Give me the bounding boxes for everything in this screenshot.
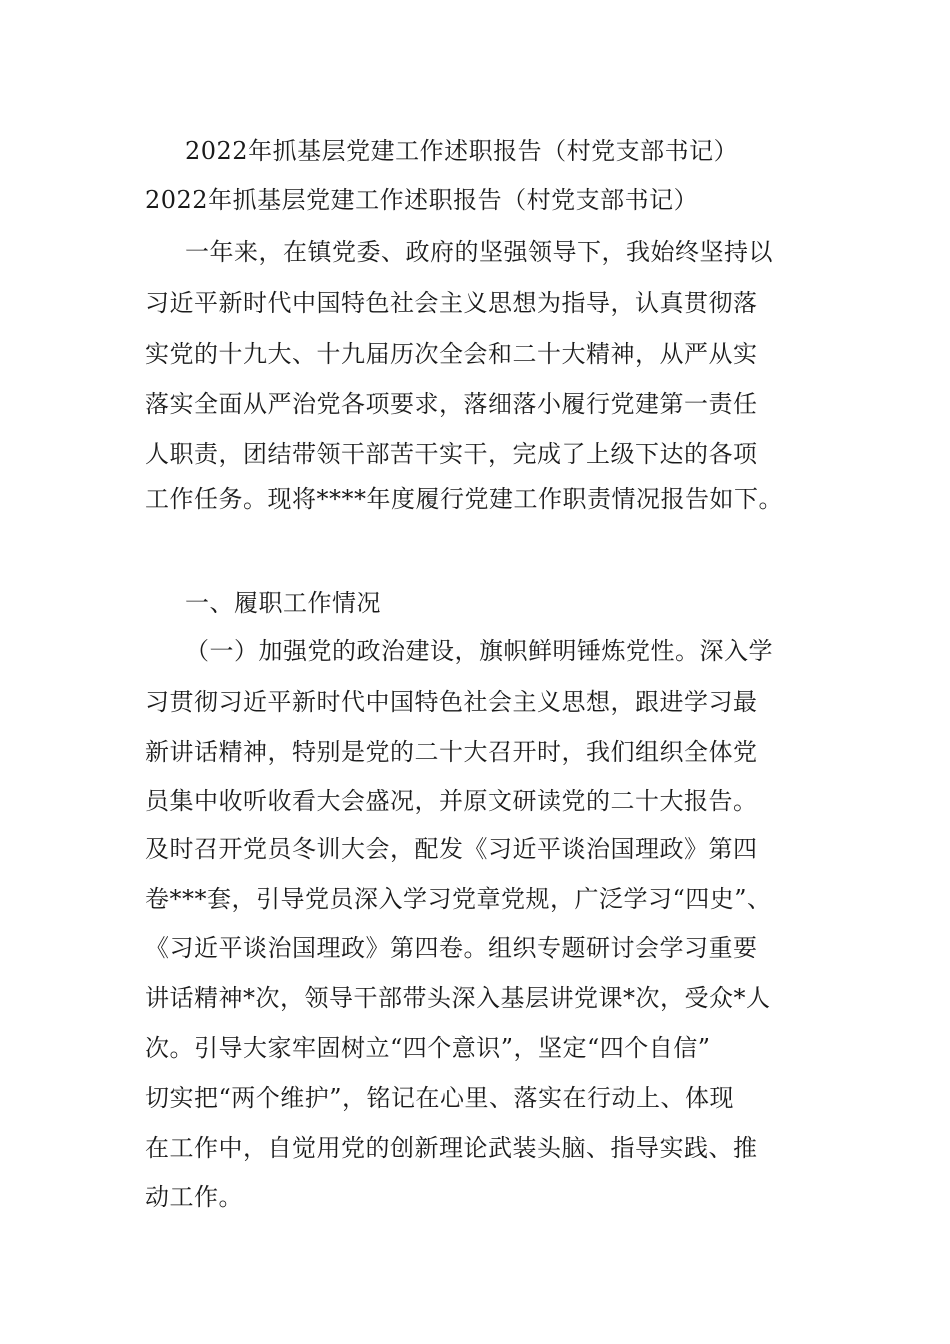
paragraph-line: 人职责，团结带领干部苦干实干，完成了上级下达的各项 <box>145 440 758 468</box>
paragraph-line: 卷***套，引导党员深入学习党章党规，广泛学习“四史”、 <box>145 885 772 913</box>
paragraph-line: 员集中收听收看大会盛况，并原文研读党的二十大报告。 <box>145 787 758 815</box>
paragraph-line: 一年来，在镇党委、政府的坚强领导下，我始终坚持以 <box>185 238 773 266</box>
paragraph-line: 及时召开党员冬训大会，配发《习近平谈治国理政》第四 <box>145 835 758 863</box>
paragraph-line: 动工作。 <box>145 1183 243 1211</box>
paragraph-line: （一）加强党的政治建设，旗帜鲜明锤炼党性。深入学 <box>185 637 773 665</box>
paragraph-line: 习贯彻习近平新时代中国特色社会主义思想，跟进学习最 <box>145 688 758 716</box>
paragraph-line: 讲话精神*次，领导干部带头深入基层讲党课*次，受众*人 <box>145 984 771 1012</box>
document-title: 2022年抓基层党建工作述职报告（村党支部书记） <box>185 137 739 165</box>
paragraph-line: 新讲话精神，特别是党的二十大召开时，我们组织全体党 <box>145 738 758 766</box>
paragraph-line: 《习近平谈治国理政》第四卷。组织专题研讨会学习重要 <box>145 934 758 962</box>
paragraph-line: 落实全面从严治党各项要求，落细落小履行党建第一责任 <box>145 390 758 418</box>
paragraph-line: 在工作中，自觉用党的创新理论武装头脑、指导实践、推 <box>145 1134 758 1162</box>
document-subtitle: 2022年抓基层党建工作述职报告（村党支部书记） <box>145 186 699 214</box>
paragraph-line: 工作任务。现将****年度履行党建工作职责情况报告如下。 <box>145 485 783 513</box>
paragraph-line: 实党的十九大、十九届历次全会和二十大精神，从严从实 <box>145 340 758 368</box>
paragraph-line: 习近平新时代中国特色社会主义思想为指导，认真贯彻落 <box>145 289 758 317</box>
paragraph-line: 次。引导大家牢固树立“四个意识”，坚定“四个自信” <box>145 1034 711 1062</box>
section-heading: 一、履职工作情况 <box>185 589 381 617</box>
paragraph-line: 切实把“两个维护”，铭记在心里、落实在行动上、体现 <box>145 1084 735 1112</box>
